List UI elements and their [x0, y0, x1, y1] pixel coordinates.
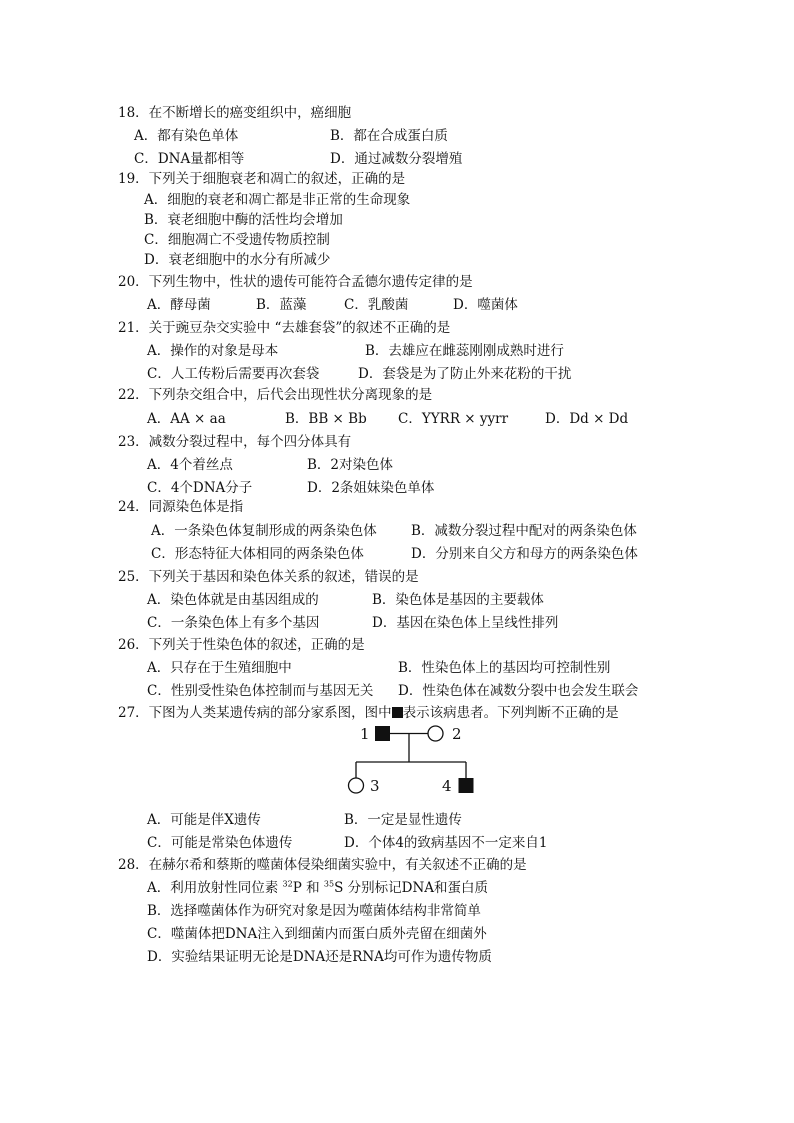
individual-3-label: 3: [370, 777, 380, 795]
question-27-stem-part-1: 27．下图为人类某遗传病的部分家系图，图中: [118, 705, 392, 721]
individual-3-unaffected-female-circle: [349, 778, 364, 793]
question-26-option-c: C．性别受性染色体控制而与基因无关: [147, 683, 374, 699]
individual-2-unaffected-female-circle: [428, 726, 443, 741]
question-27-stem: [118, 701, 619, 721]
question-28-option-c: C．噬菌体把DNA注入到细菌内而蛋白质外壳留在细菌外: [147, 926, 487, 942]
question-27-stem-part-2: 表示该病患者。下列判断不正确的是: [402, 705, 619, 721]
question-22-stem: 22．下列杂交组合中，后代会出现性状分离现象的是: [118, 387, 433, 403]
question-24-stem: 24．同源染色体是指: [118, 499, 244, 515]
question-26-option-a: A．只存在于生殖细胞中: [147, 660, 292, 676]
question-20-option-b: B．蓝藻: [256, 297, 307, 313]
question-25-option-c: C．一条染色体上有多个基因: [147, 615, 320, 631]
question-27-option-b: B．一定是显性遗传: [344, 812, 462, 828]
question-25-option-b: B．染色体是基因的主要载体: [372, 592, 544, 608]
question-25-option-d: D．基因在染色体上呈线性排列: [372, 615, 559, 631]
question-18-option-d: D．通过减数分裂增殖: [330, 151, 463, 167]
question-19-option-a: A．细胞的衰老和凋亡都是非正常的生命现象: [144, 192, 411, 208]
question-23-option-a: A．4个着丝点: [147, 457, 233, 473]
isotope-32-superscript: 32: [282, 879, 293, 889]
pedigree-svg: [340, 720, 500, 804]
question-26-option-d: D．性染色体在减数分裂中也会发生联会: [398, 683, 639, 699]
isotope-p-text: P 和: [292, 880, 324, 896]
question-25-option-a: A．染色体就是由基因组成的: [147, 592, 319, 608]
question-20-stem: 20．下列生物中，性状的遗传可能符合孟德尔遗传定律的是: [118, 274, 473, 290]
isotope-35-superscript: 35: [323, 879, 335, 889]
question-27-option-c: C．可能是常染色体遗传: [147, 835, 293, 851]
question-23-option-c: C．4个DNA分子: [147, 480, 253, 496]
question-20-option-d: D．噬菌体: [453, 297, 518, 313]
pedigree-chart: [340, 720, 500, 804]
question-26-stem: 26．下列关于性染色体的叙述，正确的是: [118, 637, 365, 653]
question-24-option-d: D．分别来自父方和母方的两条染色体: [411, 546, 638, 562]
question-21-option-d: D．套袋是为了防止外来花粉的干扰: [358, 366, 572, 382]
question-28-option-a: [147, 876, 488, 896]
question-22-option-b: B．BB × Bb: [285, 411, 367, 427]
question-21-stem: 21．关于豌豆杂交实验中 “去雄套袋”的叙述不正确的是: [118, 320, 451, 336]
question-18-option-a: A．都有染色单体: [134, 128, 239, 144]
individual-1-label: 1: [360, 725, 370, 743]
question-25-stem: 25．下列关于基因和染色体关系的叙述，错误的是: [118, 569, 419, 585]
question-28-option-a-text: A．利用放射性同位素: [147, 880, 279, 896]
question-18-option-b: B．都在合成蛋白质: [330, 128, 448, 144]
question-21-option-b: B．去雄应在雌蕊刚刚成熟时进行: [365, 343, 564, 359]
question-24-option-c: C．形态特征大体相同的两条染色体: [151, 546, 364, 562]
individual-2-label: 2: [452, 725, 462, 743]
question-23-option-d: D．2条姐妹染色单体: [307, 480, 435, 496]
question-20-option-c: C．乳酸菌: [344, 297, 409, 313]
question-28-option-d: D．实验结果证明无论是DNA还是RNA均可作为遗传物质: [147, 949, 492, 965]
question-28-option-b: B．选择噬菌体作为研究对象是因为噬菌体结构非常简单: [147, 903, 481, 919]
question-27-option-d: D．个体4的致病基因不一定来自1: [344, 835, 548, 851]
question-19-stem: 19．下列关于细胞衰老和凋亡的叙述，正确的是: [118, 171, 406, 187]
question-19-option-d: D．衰老细胞中的水分有所减少: [144, 252, 331, 268]
question-22-option-d: D．Dd × Dd: [545, 411, 629, 427]
question-24-option-a: A．一条染色体复制形成的两条染色体: [151, 523, 377, 539]
isotope-s-text: S 分别标记DNA和蛋白质: [334, 880, 489, 896]
question-23-stem: 23．减数分裂过程中，每个四分体具有: [118, 434, 352, 450]
question-22-option-a: A．AA × aa: [147, 411, 226, 427]
question-27-option-a: A．可能是伴X遗传: [147, 812, 261, 828]
question-22-option-c: C．YYRR × yyrr: [398, 411, 509, 427]
question-18-option-c: C．DNA量都相等: [134, 151, 245, 167]
individual-1-affected-male-square: [375, 726, 390, 741]
affected-square-icon: [392, 707, 403, 718]
question-24-option-b: B．减数分裂过程中配对的两条染色体: [411, 523, 637, 539]
question-23-option-b: B．2对染色体: [307, 457, 394, 473]
question-20-option-a: A．酵母菌: [147, 297, 211, 313]
question-28-stem: 28．在赫尔希和蔡斯的噬菌体侵染细菌实验中，有关叙述不正确的是: [118, 857, 527, 873]
question-21-option-c: C．人工传粉后需要再次套袋: [147, 366, 320, 382]
individual-4-label: 4: [442, 777, 452, 795]
question-19-option-b: B．衰老细胞中酶的活性均会增加: [144, 212, 343, 228]
question-21-option-a: A．操作的对象是母本: [147, 343, 279, 359]
question-26-option-b: B．性染色体上的基因均可控制性别: [398, 660, 611, 676]
question-18-stem: 18．在不断增长的癌变组织中，癌细胞: [118, 105, 352, 121]
individual-4-affected-male-square: [459, 778, 474, 793]
question-19-option-c: C．细胞凋亡不受遗传物质控制: [144, 232, 330, 248]
